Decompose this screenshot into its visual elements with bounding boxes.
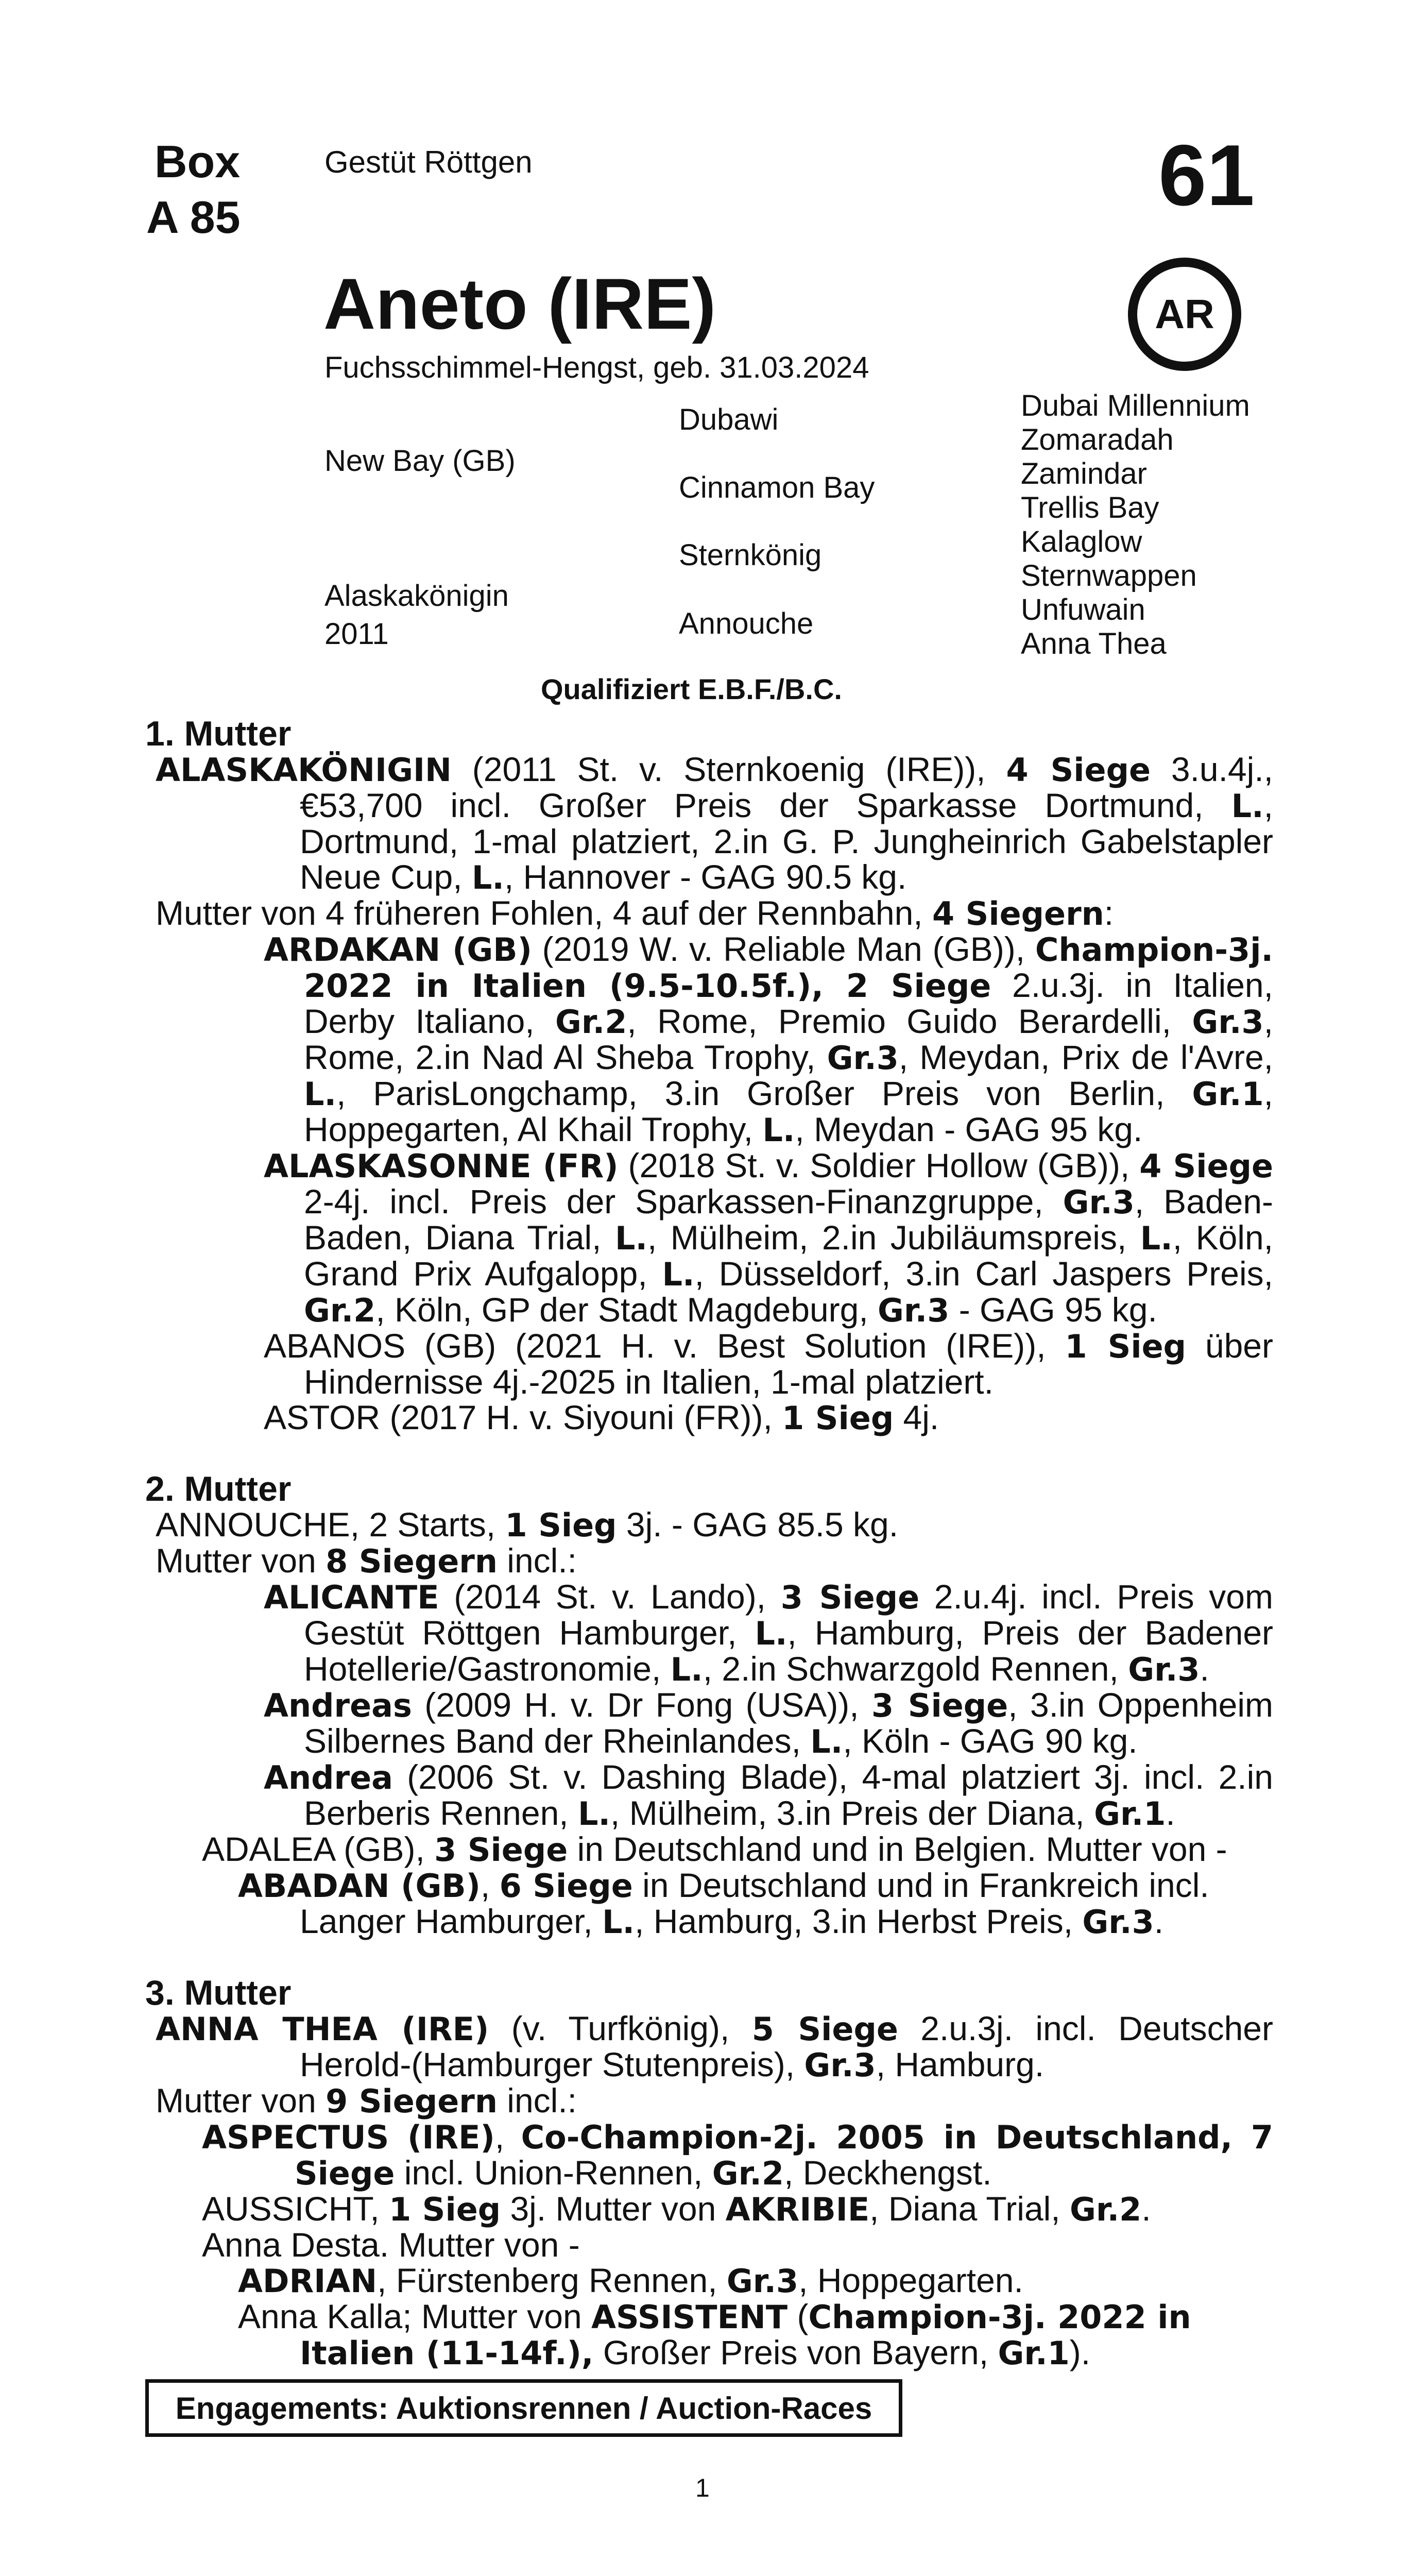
produce-entry: ARDAKAN (GB) (2019 W. v. Reliable Man (GB)), Champion-3j. 2022 in Italien (9.5-10.5f.), 2 Siege 2.u.3j. in Italien, Derby Italiano, Gr.2, Rome, Premio Guido Berardelli, Gr.3, Rome, 2.in Nad Al Sheba Trophy, Gr.3, Meydan, Prix de l'Avre, L., ParisLongchamp, 3.in Großer Preis von Berlin, Gr.1, Hoppegarten, Al Khail Trophy, L., Meydan - GAG 95 kg. [264,930,1274,1149]
pedigree-dam-dam: Annouche [679,607,814,640]
produce-entry: ADRIAN, Fürstenberg Rennen, Gr.3, Hoppegarten. [238,2261,1023,2300]
dam-produce-summary: Mutter von 4 früheren Fohlen, 4 auf der Rennbahn, 4 Siegern: [156,894,1114,933]
pedigree-sire-dam: Cinnamon Bay [679,471,875,504]
pedigree-sire: New Bay (GB) [324,444,516,478]
box-label: Box [155,136,241,187]
pedigree-gen3-item: Zomaradah [1021,423,1174,456]
qualification-note: Qualifiziert E.B.F./B.C. [541,673,842,705]
engagements-box [145,2379,902,2437]
pedigree-gen3-item: Unfuwain [1021,593,1145,626]
pedigree-dam-sire: Sternkönig [679,538,822,572]
pedigree-gen3-item: Dubai Millennium [1021,389,1250,422]
produce-entry: ABADAN (GB), 6 Siege in Deutschland und in Frankreich incl. Langer Hamburger, L., Hamburg, 3.in Herbst Preis, Gr.3. [238,1866,1209,1941]
third-dam-produce-summary: Mutter von 9 Siegern incl.: [156,2081,577,2120]
section-heading-dam: 1. Mutter [145,714,292,753]
dam-entry: ALASKAKÖNIGIN (2011 St. v. Sternkoenig (IRE)), 4 Siege 3.u.4j., €53,700 incl. Großer Preis der Sparkasse Dortmund, L., Dortmund, 1-mal platziert, 2.in G. P. Jungheinrich Gabelstapler Neue Cup, L., Hannover - GAG 90.5 kg. [156,750,1273,896]
pedigree-gen3-item: Anna Thea [1021,627,1167,660]
produce-entry: ALICANTE (2014 St. v. Lando), 3 Siege 2.u.4j. incl. Preis vom Gestüt Röttgen Hamburger, L., Hamburg, Preis der Badener Hotellerie/Gastronomie, L., 2.in Schwarzgold Rennen, Gr.3. [264,1578,1274,1688]
ar-badge [1128,258,1241,371]
ar-badge-label: AR [1155,291,1214,337]
second-dam-entry: ANNOUCHE, 2 Starts, 1 Sieg 3j. - GAG 85.5 kg. [156,1505,899,1544]
second-dam-produce-summary: Mutter von 8 Siegern incl.: [156,1541,577,1580]
lot-number: 61 [1158,127,1255,224]
produce-entry: ABANOS (GB) (2021 H. v. Best Solution (IRE)), 1 Sieg über Hindernisse 4j.-2025 in Italien, 1-mal platziert. [264,1327,1273,1401]
page-number: 1 [695,2473,710,2502]
breeder: Gestüt Röttgen [324,145,533,179]
produce-entry: Anna Desta. Mutter von - [202,2226,580,2264]
pedigree-gen3-item: Sternwappen [1021,559,1197,592]
pedigree-sire-sire: Dubawi [679,403,779,436]
third-dam-entry: ANNA THEA (IRE) (v. Turfkönig), 5 Siege 2.u.3j. incl. Deutscher Herold-(Hamburger Stutenpreis), Gr.3, Hamburg. [156,2009,1273,2084]
section-heading-second-dam: 2. Mutter [145,1469,292,1509]
horse-description: Fuchsschimmel-Hengst, geb. 31.03.2024 [324,351,869,384]
pedigree-dam-year: 2011 [324,617,389,651]
produce-entry: ALASKASONNE (FR) (2018 St. v. Soldier Hollow (GB)), 4 Siege 2-4j. incl. Preis der Sparkassen-Finanzgruppe, Gr.3, Baden-Baden, Diana Trial, L., Mülheim, 2.in Jubiläumspreis, L., Köln, Grand Prix Aufgalopp, L., Düsseldorf, 3.in Carl Jaspers Preis, Gr.2, Köln, GP der Stadt Magdeburg, Gr.3 - GAG 95 kg. [264,1146,1274,1329]
produce-record [145,716,1273,2371]
box-number: A 85 [146,192,241,243]
produce-entry: ASPECTUS (IRE), Co-Champion-2j. 2005 in Deutschland, 7 Siege incl. Union-Rennen, Gr.2, Deckhengst. [202,2117,1273,2192]
produce-entry: ADALEA (GB), 3 Siege in Deutschland und in Belgien. Mutter von - [202,1830,1227,1869]
produce-entry: Andreas (2009 H. v. Dr Fong (USA)), 3 Siege, 3.in Oppenheim Silbernes Band der Rheinlandes, L., Köln - GAG 90 kg. [264,1686,1273,1760]
pedigree-dam: Alaskakönigin [324,579,509,613]
engagements-label: Engagements: Auktionsrennen / Auction-Races [175,2391,872,2426]
pedigree-gen3-item: Trellis Bay [1021,491,1159,524]
pedigree-gen3-item: Kalaglow [1021,525,1142,558]
horse-name: Aneto (IRE) [323,263,716,344]
section-heading-third-dam: 3. Mutter [145,1973,292,2012]
produce-entry: Anna Kalla; Mutter von ASSISTENT (Champion-3j. 2022 in Italien (11-14f.), Großer Preis von Bayern, Gr.1). [238,2297,1191,2372]
produce-entry: ASTOR (2017 H. v. Siyouni (FR)), 1 Sieg 4j. [264,1398,939,1437]
produce-entry: AUSSICHT, 1 Sieg 3j. Mutter von AKRIBIE, Diana Trial, Gr.2. [202,2190,1151,2228]
pedigree-gen3-item: Zamindar [1021,457,1147,490]
produce-entry: Andrea (2006 St. v. Dashing Blade), 4-mal platziert 3j. incl. 2.in Berberis Rennen, L., Mülheim, 3.in Preis der Diana, Gr.1. [264,1758,1273,1833]
